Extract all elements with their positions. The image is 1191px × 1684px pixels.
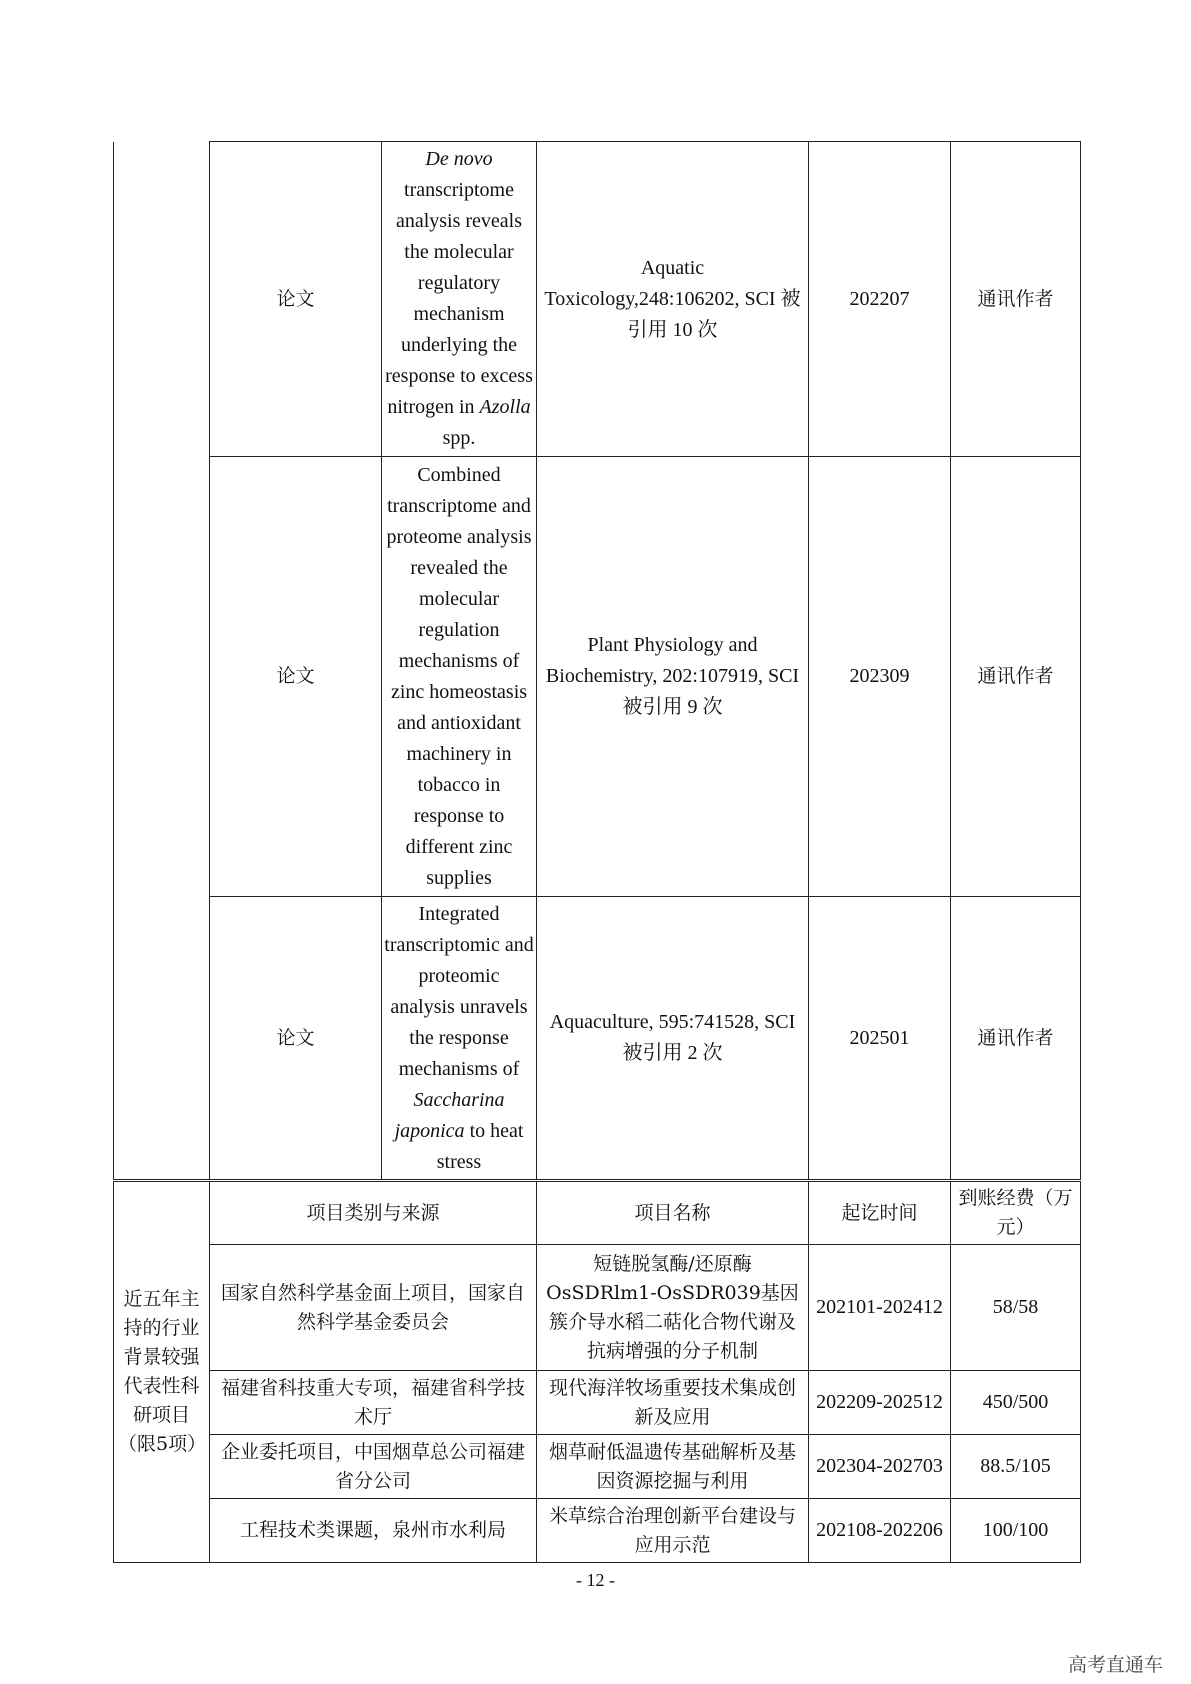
paper-date: 202207 bbox=[809, 142, 951, 457]
project-period: 202209-202512 bbox=[809, 1371, 951, 1435]
paper-role: 通讯作者 bbox=[951, 897, 1081, 1181]
paper-date: 202309 bbox=[809, 457, 951, 897]
paper-title: De novo transcriptome analysis reveals the molecular regulatory mechanism underlying the response to excess nitrogen in Azolla spp. bbox=[382, 142, 537, 457]
project-funding: 58/58 bbox=[951, 1245, 1081, 1371]
paper-date: 202501 bbox=[809, 897, 951, 1181]
paper-role: 通讯作者 bbox=[951, 457, 1081, 897]
project-category: 工程技术类课题，泉州市水利局 bbox=[210, 1499, 537, 1563]
paper-venue: Aquatic Toxicology,248:106202, SCI 被引用 10 次 bbox=[537, 142, 809, 457]
achievements-table bbox=[113, 141, 1081, 1563]
project-row bbox=[114, 1245, 1081, 1371]
project-period: 202101-202412 bbox=[809, 1245, 951, 1371]
page-number: - 12 - bbox=[576, 1570, 615, 1590]
project-name: 烟草耐低温遗传基础解析及基因资源挖掘与利用 bbox=[537, 1435, 809, 1499]
projects-section-label: 近五年主持的行业背景较强代表性科研项目（限5项） bbox=[114, 1181, 210, 1563]
paper-venue: Plant Physiology and Biochemistry, 202:107919, SCI 被引用 9 次 bbox=[537, 457, 809, 897]
paper-venue: Aquaculture, 595:741528, SCI 被引用 2 次 bbox=[537, 897, 809, 1181]
paper-type: 论文 bbox=[210, 142, 382, 457]
paper-row bbox=[114, 897, 1081, 1181]
project-funding: 100/100 bbox=[951, 1499, 1081, 1563]
project-funding: 88.5/105 bbox=[951, 1435, 1081, 1499]
project-row bbox=[114, 1371, 1081, 1435]
project-period: 202108-202206 bbox=[809, 1499, 951, 1563]
header-period: 起讫时间 bbox=[809, 1181, 951, 1245]
project-period: 202304-202703 bbox=[809, 1435, 951, 1499]
header-funding: 到账经费（万元） bbox=[951, 1181, 1081, 1245]
paper-title: Integrated transcriptomic and proteomic analysis unravels the response mechanisms of Saccharina japonica to heat stress bbox=[382, 897, 537, 1181]
project-category: 企业委托项目，中国烟草总公司福建省分公司 bbox=[210, 1435, 537, 1499]
watermark: 高考直通车 bbox=[1067, 1654, 1163, 1676]
section-label-cell bbox=[114, 142, 210, 1181]
project-name: 短链脱氢酶/还原酶OsSDRlm1-OsSDR039基因簇介导水稻二萜化合物代谢及抗病增强的分子机制 bbox=[537, 1245, 809, 1371]
project-name: 现代海洋牧场重要技术集成创新及应用 bbox=[537, 1371, 809, 1435]
paper-row bbox=[114, 457, 1081, 897]
header-category: 项目类别与来源 bbox=[210, 1181, 537, 1245]
paper-type: 论文 bbox=[210, 897, 382, 1181]
project-row bbox=[114, 1435, 1081, 1499]
project-name: 米草综合治理创新平台建设与应用示范 bbox=[537, 1499, 809, 1563]
paper-role: 通讯作者 bbox=[951, 142, 1081, 457]
project-funding: 450/500 bbox=[951, 1371, 1081, 1435]
paper-type: 论文 bbox=[210, 457, 382, 897]
projects-header-row bbox=[114, 1181, 1081, 1245]
header-name: 项目名称 bbox=[537, 1181, 809, 1245]
paper-title: Combined transcriptome and proteome analysis revealed the molecular regulation mechanisms of zinc homeostasis and antioxidant machinery in tobacco in response to different zinc supplies bbox=[382, 457, 537, 897]
project-category: 国家自然科学基金面上项目，国家自然科学基金委员会 bbox=[210, 1245, 537, 1371]
paper-row bbox=[114, 142, 1081, 457]
project-category: 福建省科技重大专项，福建省科学技术厅 bbox=[210, 1371, 537, 1435]
project-row bbox=[114, 1499, 1081, 1563]
